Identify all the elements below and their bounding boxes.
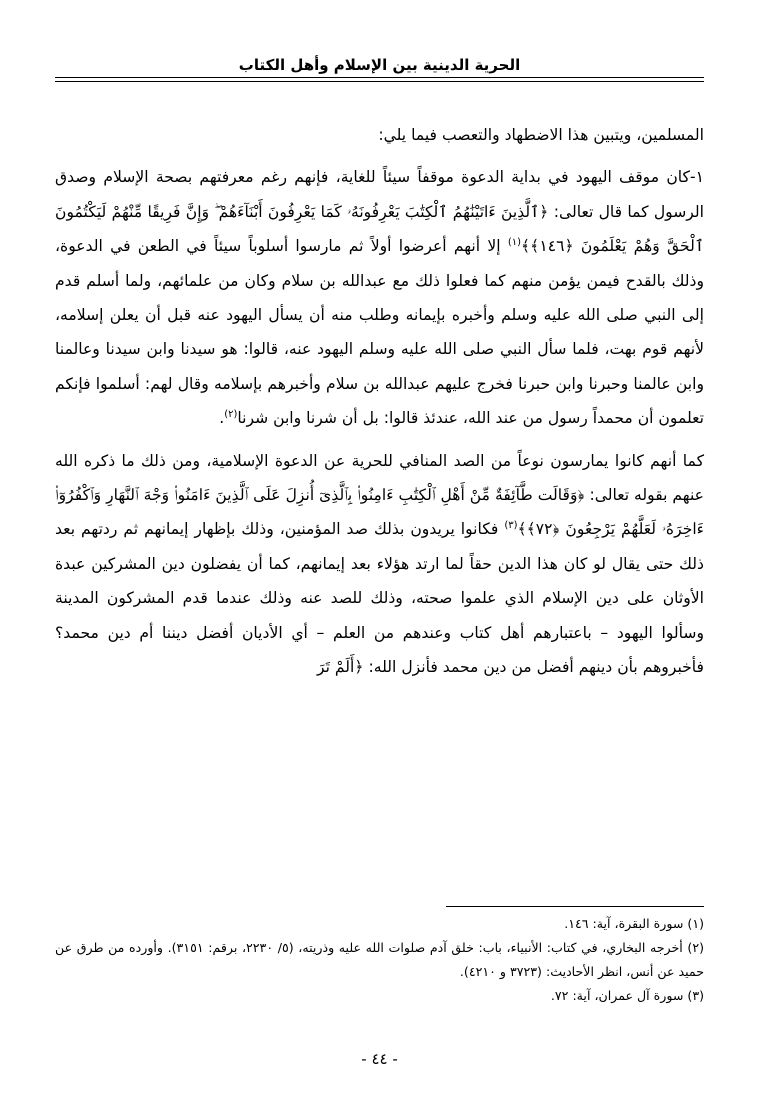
paragraph-2-intro: ١-كان موقف اليهود في بداية الدعوة موقفاً سيئاً للغاية، فإنهم رغم معرفتهم بصحة الإسلام وصدق الرسول كما قال تعالى: bbox=[55, 168, 704, 221]
main-text bbox=[55, 118, 704, 685]
quran-verse-3: ﴿أَلَمْ تَرَ bbox=[317, 658, 364, 677]
quran-verse-1: ﴿ٱلَّذِينَ ءَاتَيْنَٰهُمُ ٱلْكِتَٰبَ يَعْرِفُونَهُۥ كَمَا يَعْرِفُونَ أَبْنَآءَهُمْ ۖ وَإِنَّ فَرِيقًا مِّنْهُمْ لَيَكْتُمُونَ ٱلْحَقَّ وَهُمْ يَعْلَمُونَ ﴿١٤٦﴾﴾ bbox=[55, 202, 704, 256]
footnotes bbox=[55, 912, 704, 1008]
footnote-ref-1[interactable]: (١) bbox=[507, 237, 522, 249]
footnote-ref-3[interactable]: (٣) bbox=[504, 520, 518, 532]
footnote-ref-2[interactable]: (٢) bbox=[224, 409, 238, 421]
paragraph-1-text: المسلمين، ويتبين هذا الاضطهاد والتعصب فيما يلي: bbox=[378, 126, 704, 144]
header-rule bbox=[55, 77, 704, 82]
footnote-1: (١) سورة البقرة، آية: ١٤٦. bbox=[564, 916, 704, 931]
paragraph-3-intro: كما أنهم كانوا يمارسون نوعاً من الصد المنافي للحرية عن الدعوة الإسلامية، ومن ذلك ما ذكره الله عنهم بقوله تعالى: bbox=[55, 451, 704, 505]
paragraph-2-end: . bbox=[219, 409, 225, 428]
paragraph-1 bbox=[55, 118, 704, 152]
running-header-title: الحرية الدينية بين الإسلام وأهل الكتاب bbox=[238, 56, 521, 74]
footnote-2: (٢) أخرجه البخاري، في كتاب: الأنبياء، باب: خلق آدم صلوات الله عليه وذريته، (٥/ ٢٢٣٠، برقم: ٣١٥١). وأورده من طرق عن حميد عن أنس، انظر الأحاديث: (٣٧٢٣ و ٤٢١٠). bbox=[55, 940, 705, 979]
quran-verse-2: ﴿وَقَالَت طَّآئِفَةٌ مِّنْ أَهْلِ ٱلْكِتَٰبِ ءَامِنُوا۟ بِٱلَّذِىٓ أُنزِلَ عَلَى ٱلَّذِينَ ءَامَنُوا۟ وَجْهَ ٱلنَّهَارِ وَٱكْفُرُوٓا۟ ءَاخِرَهُۥ لَعَلَّهُمْ يَرْجِعُونَ ﴿٧٢﴾﴾ bbox=[55, 486, 704, 539]
running-header bbox=[55, 52, 704, 82]
footnote-separator bbox=[446, 906, 704, 907]
paragraph-2 bbox=[55, 160, 704, 435]
paragraph-3 bbox=[55, 444, 704, 685]
page-number: - ٤٤ - bbox=[361, 1050, 398, 1068]
paragraph-2-body: إلا أنهم أعرضوا أولاً ثم مارسوا أسلوباً سيئاً في الطعن في الدعوة، وذلك بالقدح فيمن يؤمن منهم كما فعلوا ذلك مع عبدالله بن سلام وكان من علمائهم، ولما أسلم قدم إلى النبي صلى الله عليه وسلم وأخبره بإيمانه وطلب منه أن يسأل اليهود عنه قبل أن يعلن إسلامه، لأنهم قوم بهت، فلما سأل النبي صلى الله عليه وسلم اليهود عنه، قالوا: هو سيدنا وابن سيدنا وعالمنا وابن عالمنا وحبرنا وابن حبرنا فخرج عليهم عبدالله بن سلام وأخبرهم بإسلامه وقال لهم: أسلموا فإنكم تعلمون أن محمداً رسول من عند الله، عندئذ قالوا: بل أن شرنا وابن شرنا bbox=[55, 237, 704, 428]
footnote-3: (٣) سورة آل عمران، آية: ٧٢. bbox=[550, 988, 704, 1003]
paragraph-3-body: فكانوا يريدون بذلك صد المؤمنين، وذلك بإظهار إيمانهم ثم ردتهم بعد ذلك حتى يقال لو كان هذا الدين حقاً لما ارتد هؤلاء بعد إيمانهم، كما أن يفضلون دين المشركين عبدة الأوثان على دين الإسلام الذي علموا صحته، وذلك للصد عنه وذلك عندما قدم المشركون المدينة وسألوا اليهود – باعتبارهم أهل كتاب وعندهم من العلم – أي الأديان أفضل ديننا أم دين محمد؟ فأخبروهم بأن دينهم أفضل من دين محمد فأنزل الله: bbox=[55, 520, 704, 677]
